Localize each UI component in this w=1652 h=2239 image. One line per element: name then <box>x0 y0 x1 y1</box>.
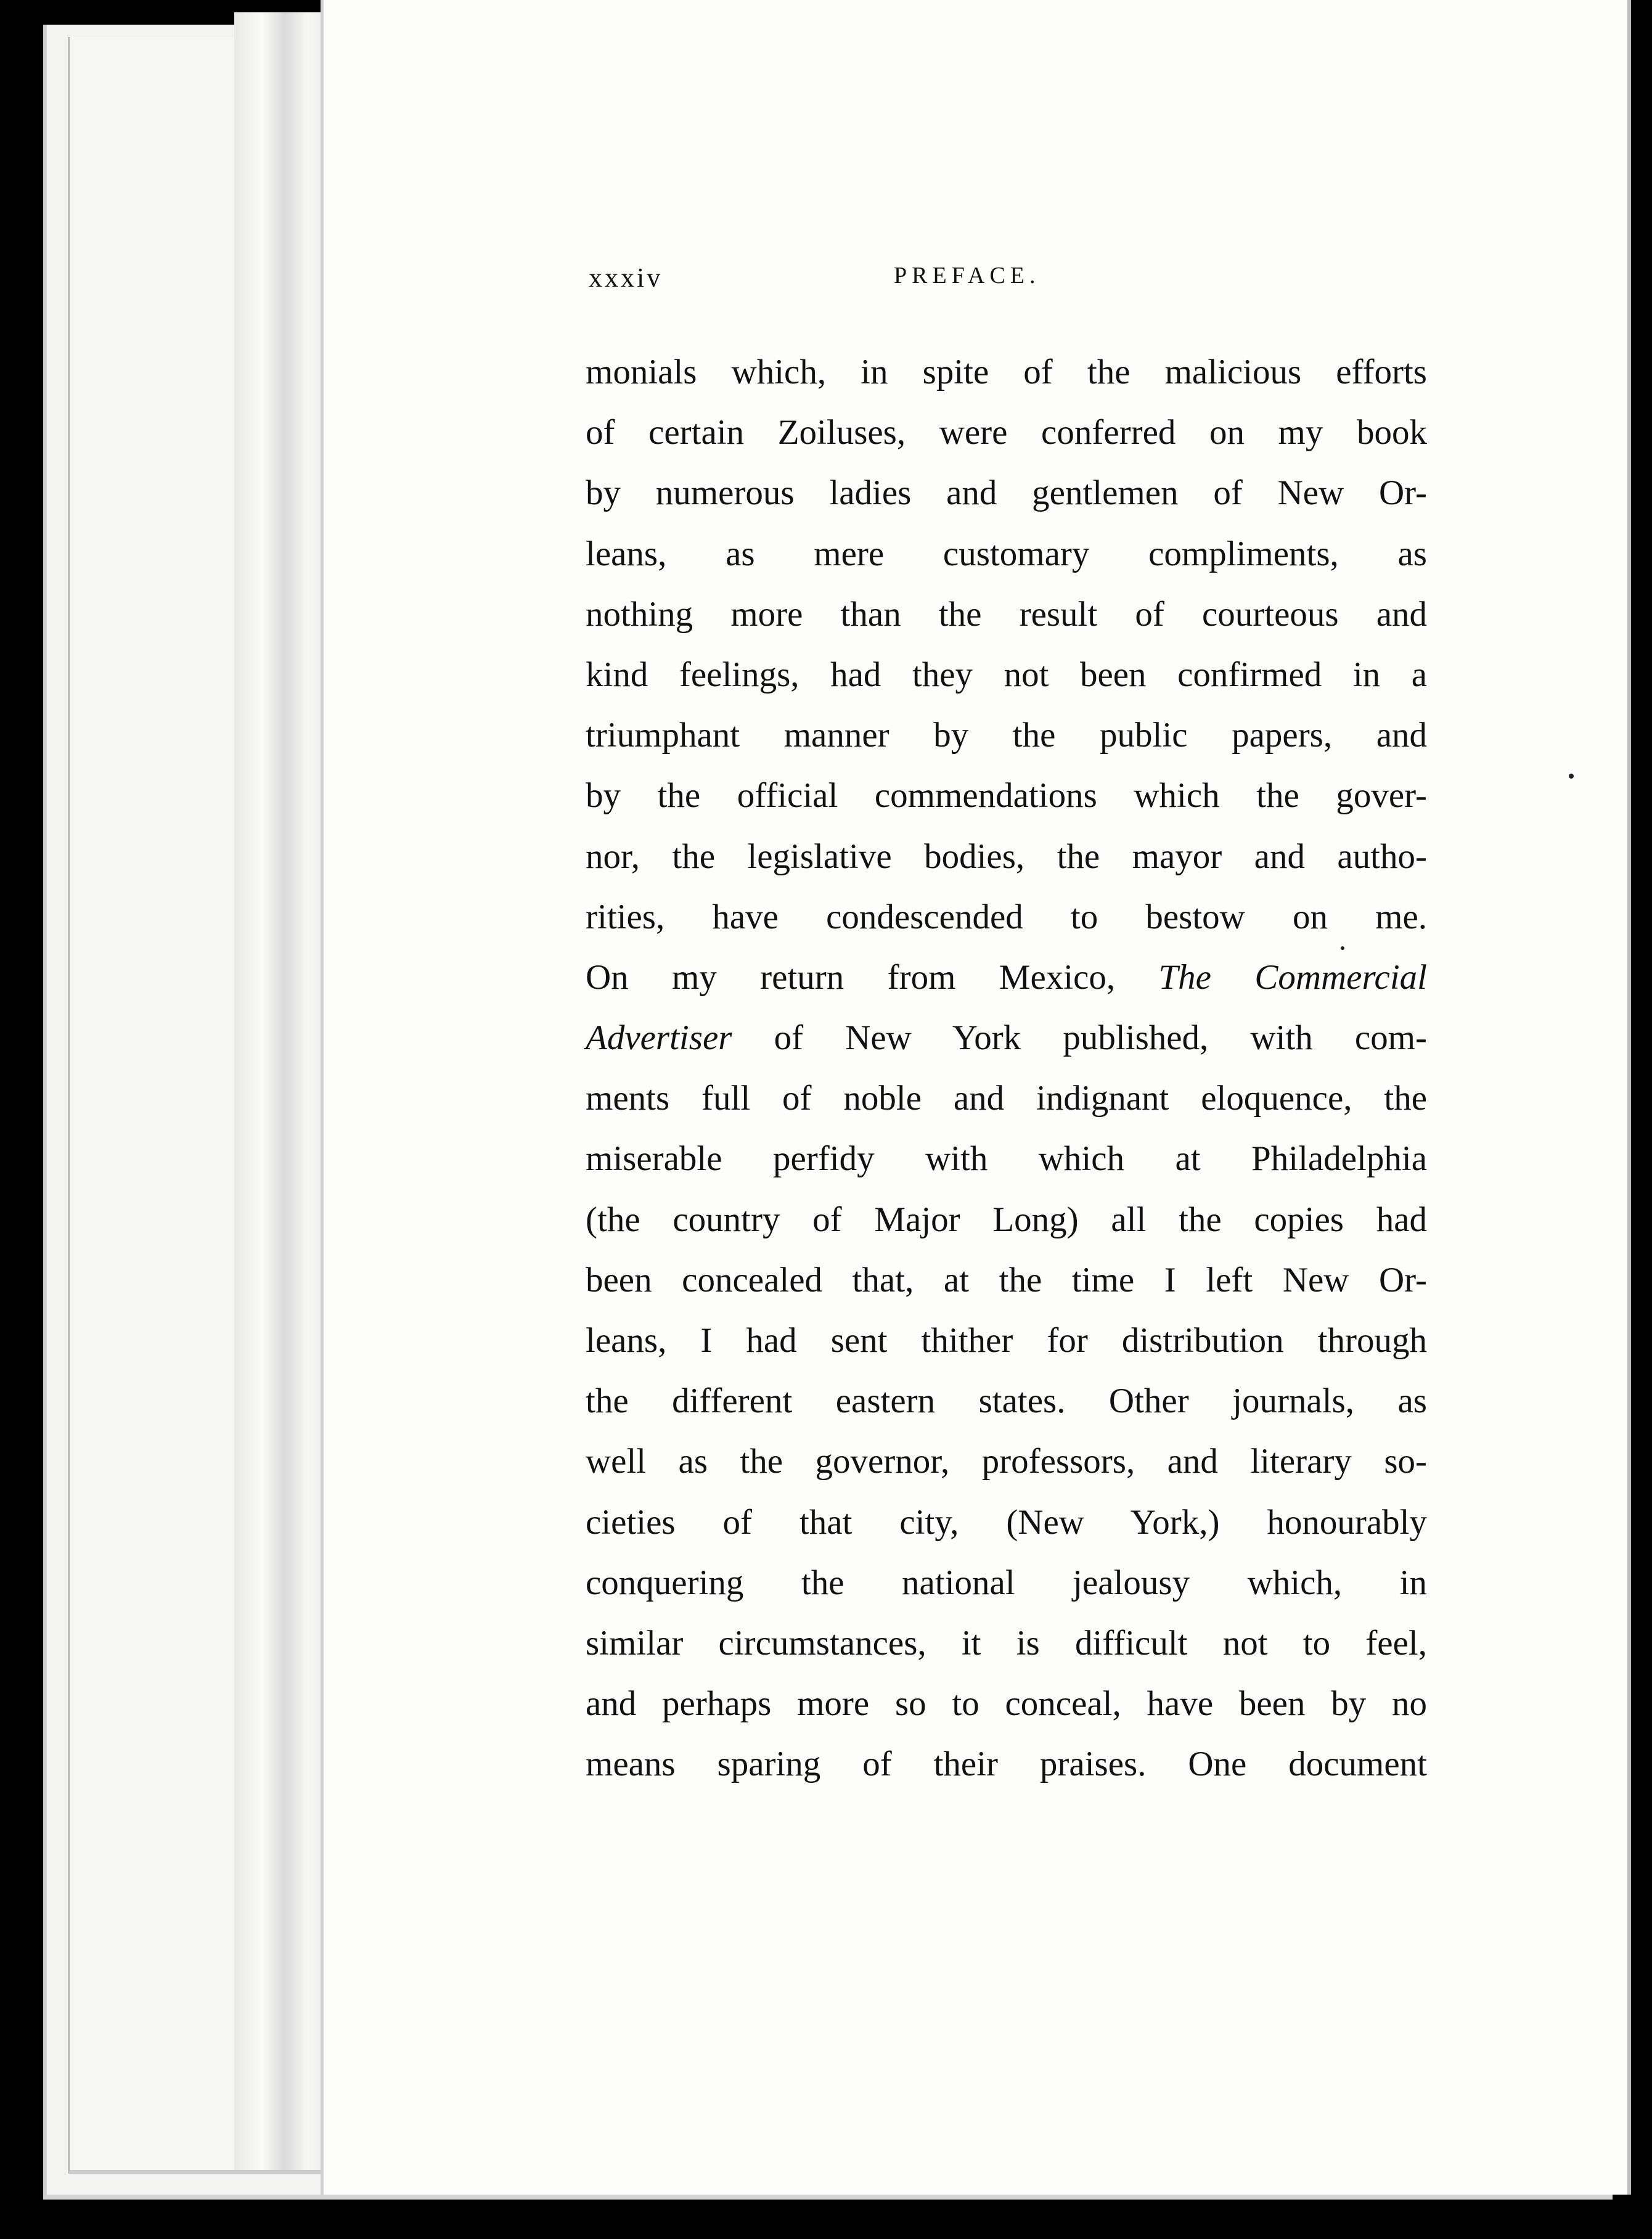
text-line: cieties of that city, (New York,) honourably <box>586 1502 1427 1542</box>
text-line: nor, the legislative bodies, the mayor and autho- <box>586 837 1427 876</box>
italic-title: Advertiser <box>586 1018 732 1058</box>
text-line: nothing more than the result of courteous and <box>586 594 1427 634</box>
text-line: (the country of Major Long) all the copies had <box>586 1200 1427 1239</box>
text-line: by numerous ladies and gentlemen of New Or- <box>586 473 1427 513</box>
running-head: PREFACE. <box>894 263 1041 289</box>
text-line: triumphant manner by the public papers, and <box>586 716 1427 755</box>
italic-title: The Commercial <box>1158 957 1428 997</box>
text-line: and perhaps more so to conceal, have been by no <box>586 1684 1427 1724</box>
text-line: conquering the national jealousy which, in <box>586 1563 1427 1602</box>
text-line: monials which, in spite of the malicious efforts <box>586 353 1427 391</box>
scan-speck <box>1569 774 1574 779</box>
page-stack-edges <box>234 12 327 2170</box>
text-line: leans, I had sent thither for distribution through <box>586 1321 1427 1360</box>
text-line: been concealed that, at the time I left New Or- <box>586 1260 1427 1300</box>
body-text <box>586 342 1427 1795</box>
text-segment: of New York published, with com- <box>774 1018 1428 1058</box>
text-line: by the official commendations which the gover- <box>586 776 1427 816</box>
text-line: kind feelings, had they not been confirmed in a <box>586 655 1427 694</box>
page-header <box>589 262 1421 305</box>
text-line: well as the governor, professors, and literary so- <box>586 1442 1427 1481</box>
text-line: miserable perfidy with which at Philadelphia <box>586 1139 1427 1179</box>
text-line: rities, have condescended to bestow on me. <box>586 897 1427 936</box>
text-line: the different eastern states. Other journals, as <box>586 1381 1427 1421</box>
text-line-with-italic <box>586 1008 1427 1068</box>
text-line: means sparing of their praises. One document <box>586 1745 1427 1784</box>
text-line-with-italic <box>586 948 1427 1008</box>
text-line: ments full of noble and indignant eloquence, the <box>586 1079 1427 1118</box>
scan-speck <box>1341 946 1344 950</box>
page-number: xxxiv <box>589 263 663 293</box>
text-line: leans, as mere customary compliments, as <box>586 534 1427 573</box>
book-page <box>321 0 1631 2195</box>
text-segment: On my return from Mexico, <box>586 957 1116 997</box>
text-line: of certain Zoiluses, were conferred on my book <box>586 413 1427 452</box>
text-line: similar circumstances, it is difficult not to feel, <box>586 1623 1427 1663</box>
